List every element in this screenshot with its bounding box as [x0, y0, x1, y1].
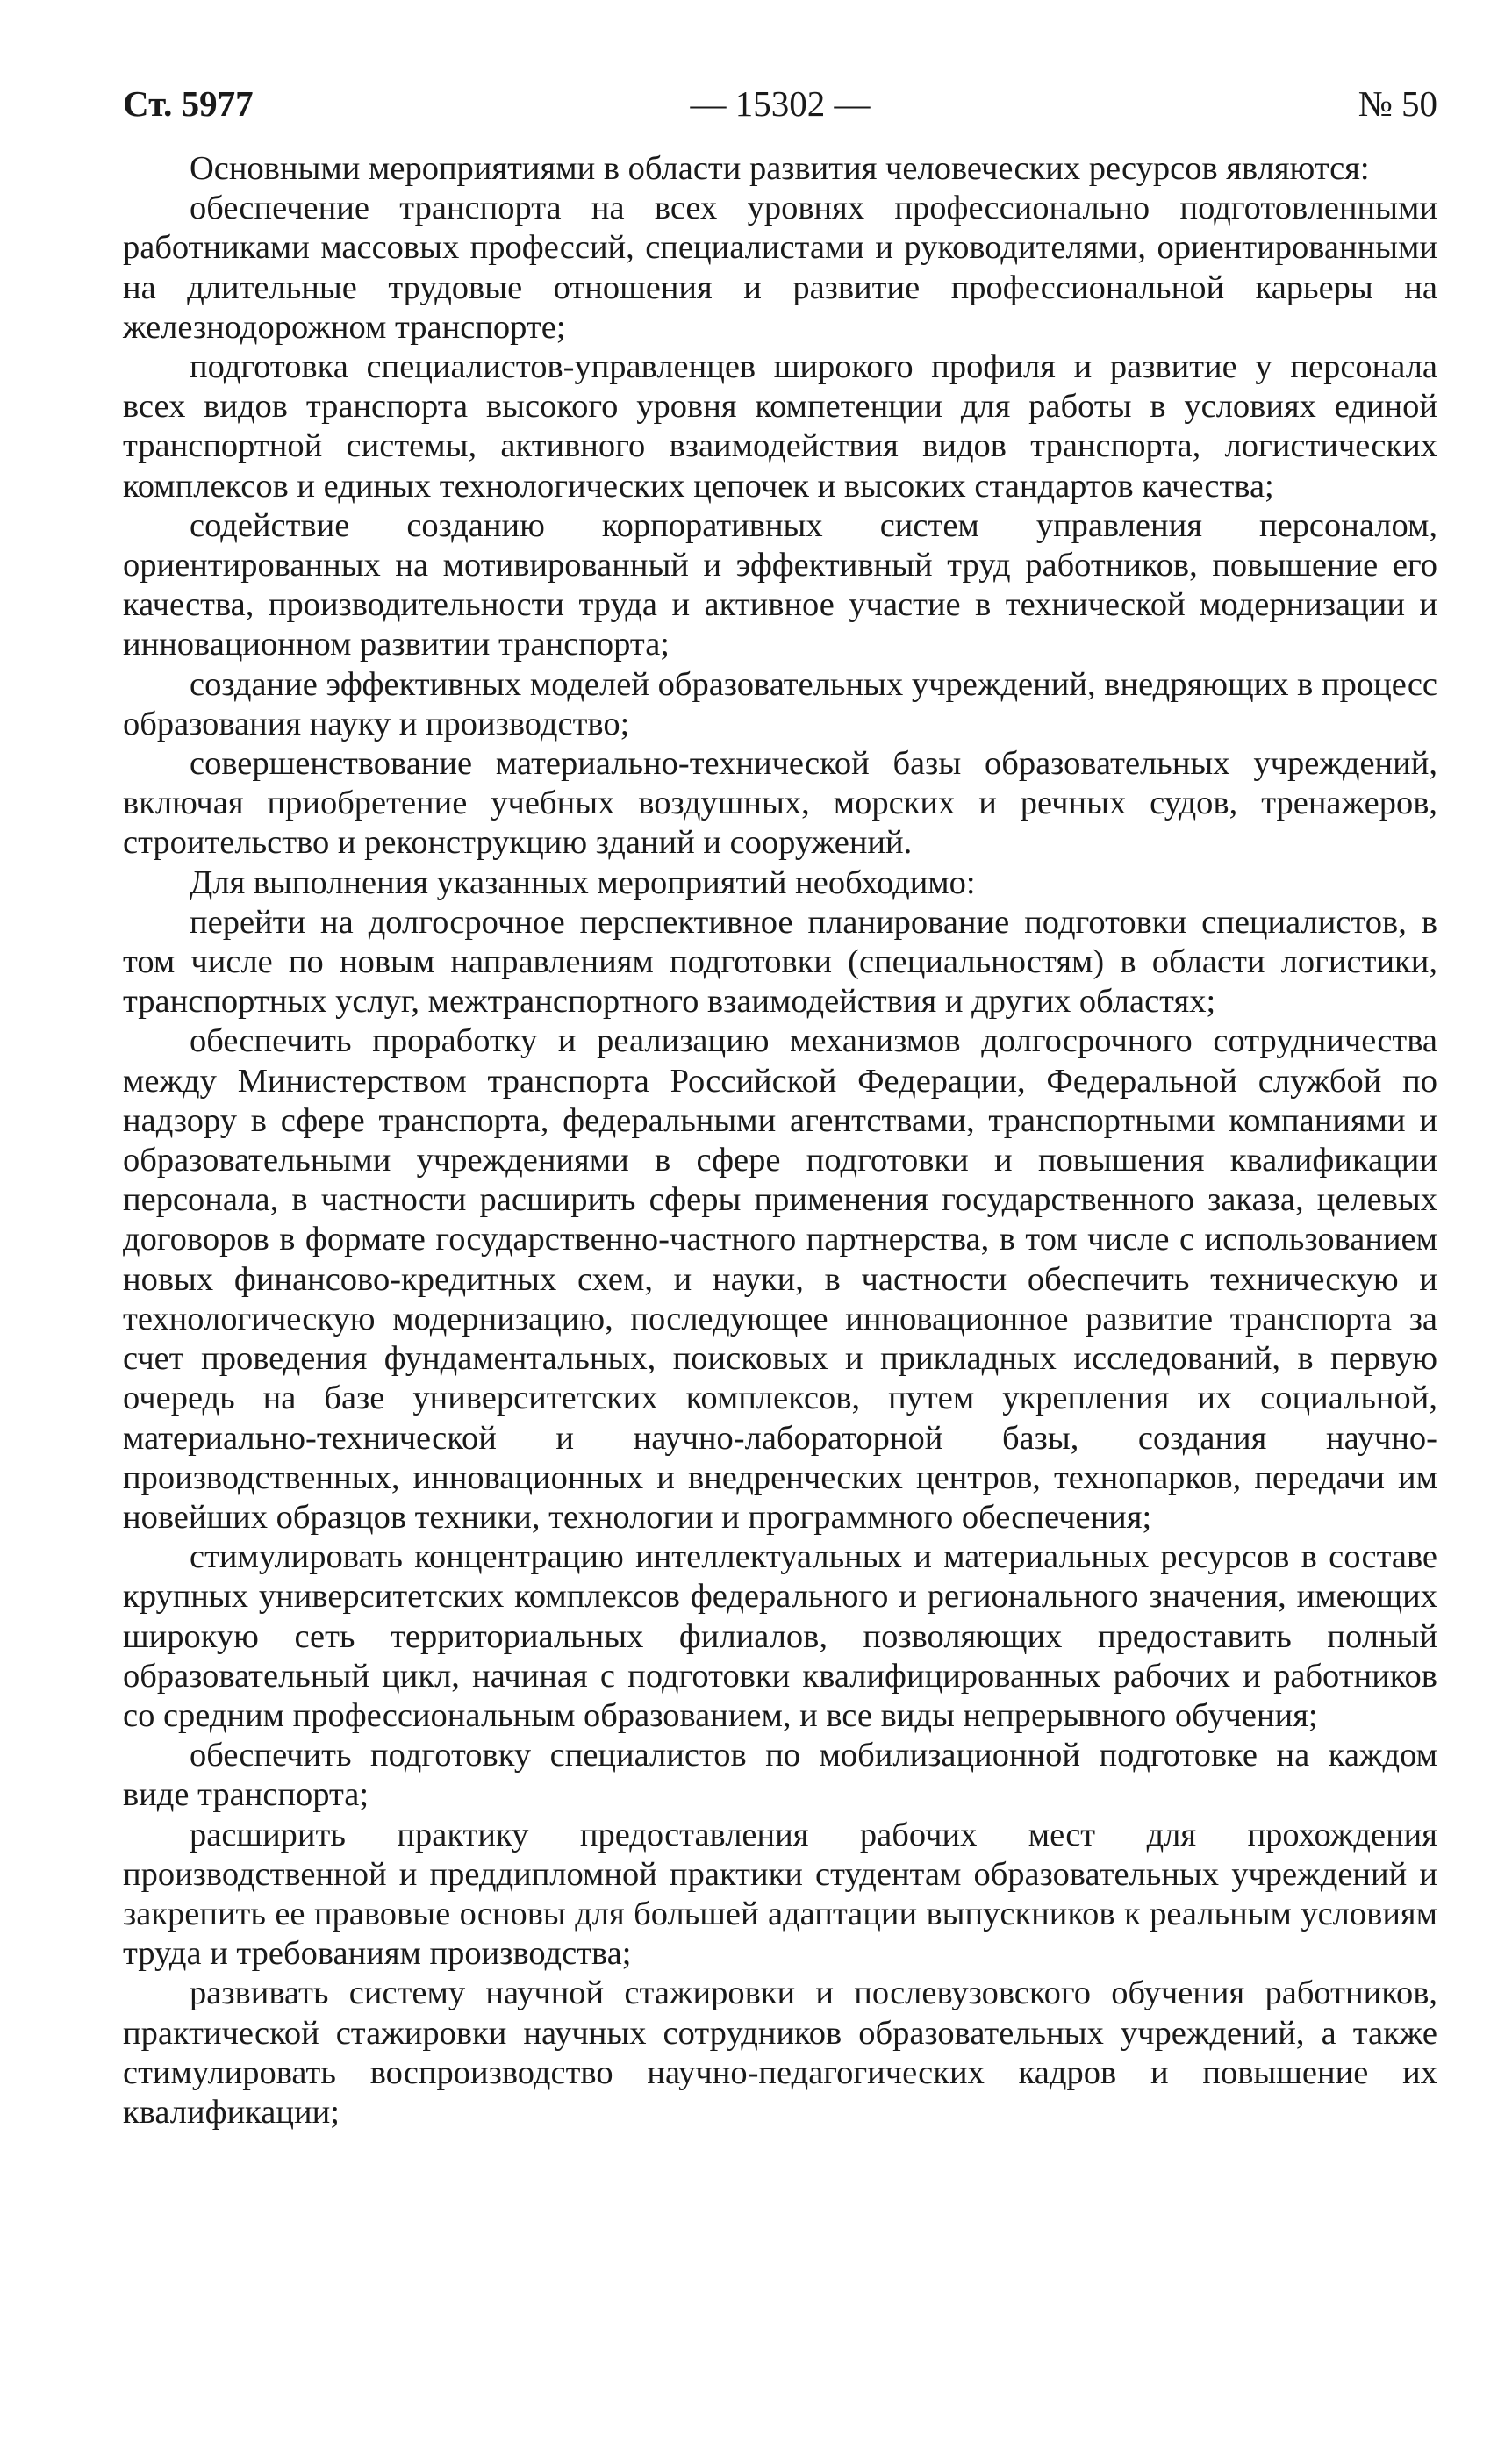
- paragraph-item: содействие созданию корпоративных систем управления персоналом, ориентированных на мотивированный и эффективный труд работников, повышение его качества, производительности труда и активное участие в технической модернизации и инновационном развитии транспорта;: [123, 506, 1437, 663]
- article-number: Ст. 5977: [123, 83, 254, 124]
- document-body: [123, 149, 1437, 2132]
- page-number: — 15302 —: [690, 83, 871, 124]
- paragraph-item: стимулировать концентрацию интеллектуальных и материальных ресурсов в составе крупных университетских комплексов федерального и регионального значения, имеющих широкую сеть территориальных филиалов, позволяющих предоставить полный образовательный цикл, начиная с подготовки квалифицированных рабочих и работников со средним профессиональным образованием, и все виды непрерывного обучения;: [123, 1538, 1437, 1734]
- paragraph-item: подготовка специалистов-управленцев широкого профиля и развитие у персонала всех видов транспорта высокого уровня компетенции для работы в условиях единой транспортной системы, активного взаимодействия видов транспорта, логистических комплексов и единых технологических цепочек и высоких стандартов качества;: [123, 348, 1437, 505]
- paragraph-item: создание эффективных моделей образовательных учреждений, внедряющих в процесс образования науку и производство;: [123, 665, 1437, 742]
- paragraph-item: обеспечить проработку и реализацию механизмов долгосрочного сотрудничества между Министерством транспорта Российской Федерации, Федеральной службой по надзору в сфере транспорта, федеральными агентствами, транспортными компаниями и образовательными учреждениями в сфере подготовки и повышения квалификации персонала, в частности расширить сферы применения государственного заказа, целевых договоров в формате государственно-частного партнерства, в том числе с использованием новых финансово-кредитных схем, и науки, в частности обеспечить техническую и технологическую модернизацию, последующее инновационное развитие транспорта за счет проведения фундаментальных, поисковых и прикладных исследований, в первую очередь на базе университетских комплексов, путем укрепления их социальной, материально-технической и научно-лабораторной базы, создания научно-производственных, инновационных и внедренческих центров, технопарков, передачи им новейших образцов техники, технологии и программного обеспечения;: [123, 1022, 1437, 1536]
- document-page: [123, 77, 1437, 2132]
- issue-number: № 50: [1358, 83, 1437, 124]
- paragraph-item: расширить практику предоставления рабочих мест для прохождения производственной и преддипломной практики студентам образовательных учреждений и закрепить ее правовые основы для большей адаптации выпускников к реальным условиям труда и требованиям производства;: [123, 1816, 1437, 1973]
- paragraph-item: развивать систему научной стажировки и послевузовского обучения работников, практической стажировки научных сотрудников образовательных учреждений, а также стимулировать воспроизводство научно-педагогических кадров и повышение их квалификации;: [123, 1975, 1437, 2131]
- paragraph-lead: Для выполнения указанных мероприятий необходимо:: [190, 864, 976, 901]
- paragraph-item: перейти на долгосрочное перспективное планирование подготовки специалистов, в том числе по новым направлениям подготовки (специальностям) в области логистики, транспортных услуг, межтранспортного взаимодействия и других областях;: [123, 903, 1437, 1021]
- page-header: [123, 77, 1437, 130]
- paragraph-item: обеспечить подготовку специалистов по мобилизационной подготовке на каждом виде транспорта;: [123, 1737, 1437, 1814]
- paragraph-item: обеспечение транспорта на всех уровнях профессионально подготовленными работниками массовых профессий, специалистами и руководителями, ориентированными на длительные трудовые отношения и развитие профессиональной карьеры на железнодорожном транспорте;: [123, 190, 1437, 346]
- paragraph-intro: Основными мероприятиями в области развития человеческих ресурсов являются:: [190, 150, 1370, 187]
- paragraph-item: совершенствование материально-технической базы образовательных учреждений, включая приобретение учебных воздушных, морских и речных судов, тренажеров, строительство и реконструкцию зданий и сооружений.: [123, 745, 1437, 862]
